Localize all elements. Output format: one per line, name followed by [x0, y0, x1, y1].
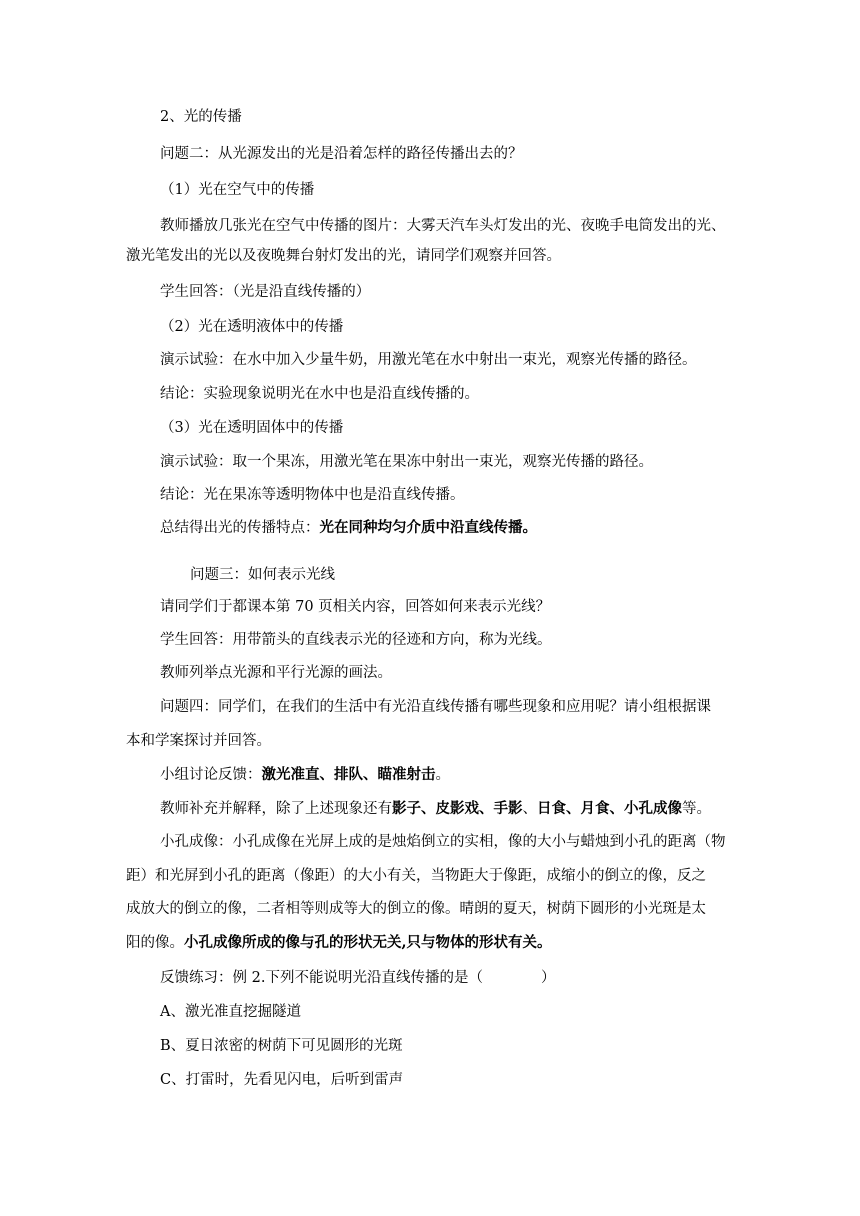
- subsection-solid-title: （3）光在透明固体中的传播: [160, 420, 344, 436]
- pinhole-line4-prefix: 阳的像。: [126, 935, 184, 951]
- pinhole-line2: 距）和光屏到小孔的距离（像距）的大小有关，当物距大于像距，成缩小的倒立的像，反之: [126, 868, 706, 884]
- paragraph-air-line1: 教师播放几张光在空气中传播的图片：大雾天汽车头灯发出的光、夜晚手电筒发出的光、: [160, 218, 726, 234]
- pinhole-line1: 小孔成像：小孔成像在光屏上成的是烛焰倒立的实相，像的大小与蜡烛到小孔的距离（物: [160, 834, 726, 850]
- section-heading: 2、光的传播: [160, 109, 242, 125]
- pinhole-line4: [126, 933, 552, 953]
- question-two: 问题二：从光源发出的光是沿着怎样的路径传播出去的？: [160, 146, 523, 162]
- teacher-bold-lunar-eclipse: 月食: [580, 800, 610, 817]
- teacher-sep: 、: [421, 800, 436, 817]
- summary-bold: 光在同种均匀介质中沿直线传播。: [319, 519, 537, 536]
- demo-liquid: 演示试验：在水中加入少量牛奶，用激光笔在水中射出一束光，观察光传播的路径。: [160, 352, 697, 368]
- teacher-bold-shadow-play: 皮影戏: [435, 800, 479, 817]
- summary-prefix: 总结得出光的传播特点：: [160, 520, 320, 536]
- question-three: 问题三：如何表示光线: [190, 567, 335, 583]
- paragraph-air-line2: 激光笔发出的光以及夜晚舞台射灯发出的光，请同学们观察并回答。: [126, 248, 561, 264]
- feedback-exercise: 反馈练习：例 2.下列不能说明光沿直线传播的是（ ）: [160, 970, 556, 986]
- group-feedback-bold: 激光准直、排队、瞄准射击: [261, 766, 436, 783]
- teacher-bold-shadow: 影子: [392, 800, 421, 817]
- pinhole-line4-bold: 小孔成像所成的像与孔的形状无关,只与物体的形状有关。: [184, 934, 552, 951]
- teacher-supplement: [160, 799, 711, 819]
- subsection-air-title: （1）光在空气中的传播: [160, 182, 315, 198]
- question-three-teacher: 教师列举点光源和平行光源的画法。: [160, 665, 392, 681]
- student-answer-air: 学生回答：（光是沿直线传播的）: [160, 284, 371, 300]
- teacher-suffix: 等。: [682, 801, 711, 817]
- teacher-sep: 、: [609, 800, 624, 817]
- pinhole-line3: 成放大的倒立的像，二者相等则成等大的倒立的像。晴朗的夏天，树荫下圆形的小光斑是太: [126, 901, 706, 917]
- teacher-bold-solar-eclipse: 日食: [537, 800, 566, 817]
- teacher-prefix: 教师补充并解释，除了上述现象还有: [160, 801, 392, 817]
- question-three-ask: 请同学们于都课本第 70 页相关内容，回答如何来表示光线？: [160, 599, 551, 615]
- question-three-answer: 学生回答：用带箭头的直线表示光的径迹和方向，称为光线。: [160, 632, 552, 648]
- teacher-sep: 、: [479, 800, 494, 817]
- demo-solid: 演示试验：取一个果冻，用激光笔在果冻中射出一束光，观察光传播的路径。: [160, 454, 653, 470]
- subsection-liquid-title: （2）光在透明液体中的传播: [160, 319, 344, 335]
- conclusion-liquid: 结论：实验现象说明光在水中也是沿直线传播的。: [160, 386, 479, 402]
- option-b: B、夏日浓密的树荫下可见圆形的光斑: [160, 1038, 403, 1054]
- conclusion-solid: 结论：光在果冻等透明物体中也是沿直线传播。: [160, 487, 465, 503]
- teacher-sep: 、: [566, 800, 581, 817]
- teacher-bold-hand-shadow: 手影: [493, 800, 523, 817]
- teacher-bold-pinhole: 小孔成像: [624, 800, 682, 817]
- summary-line: [160, 518, 537, 538]
- question-four-line1: 问题四：同学们，在我们的生活中有光沿直线传播有哪些现象和应用呢？请小组根据课: [160, 699, 711, 715]
- group-feedback-suffix: 。: [435, 767, 450, 783]
- option-a: A、激光准直挖掘隧道: [160, 1004, 301, 1020]
- option-c: C、打雷时，先看见闪电，后听到雷声: [160, 1072, 404, 1088]
- group-feedback-prefix: 小组讨论反馈：: [160, 767, 262, 783]
- group-feedback: [160, 765, 450, 785]
- question-four-line2: 本和学案探讨并回答。: [126, 733, 271, 749]
- teacher-sep: 、: [522, 801, 537, 817]
